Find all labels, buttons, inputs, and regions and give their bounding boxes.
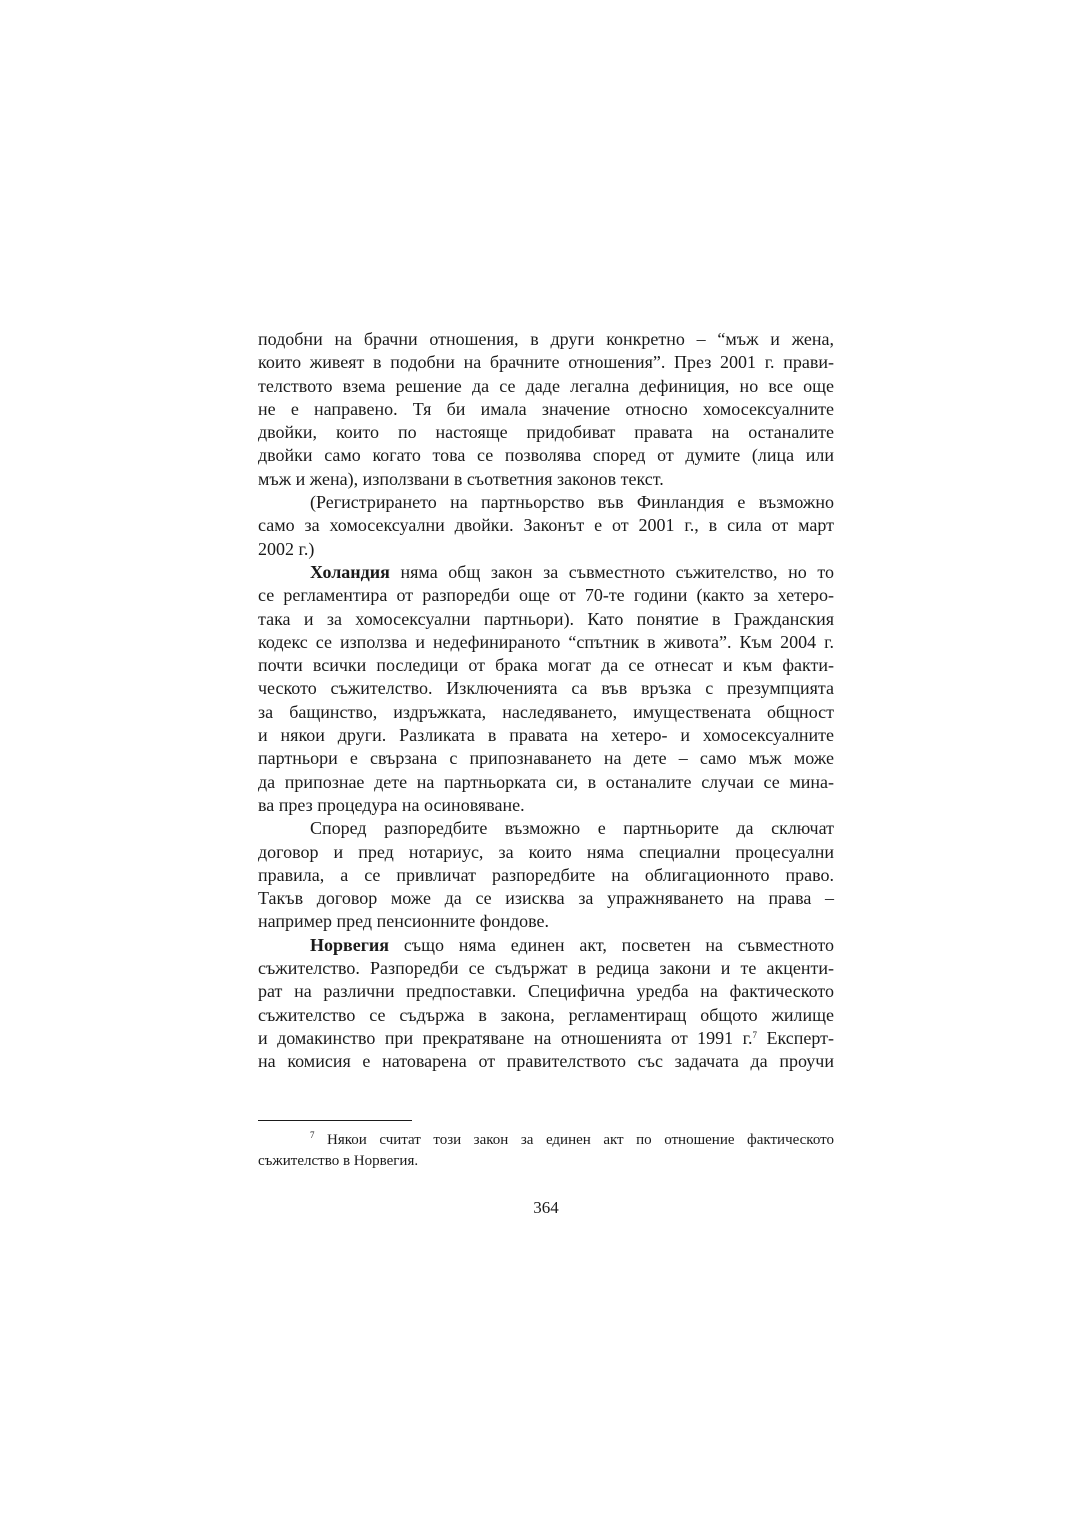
footnote-reference: 7 xyxy=(752,1029,757,1040)
text-line: Според разпоредбите възможно е партньорите да сключат xyxy=(310,818,834,839)
text-line: и някои други. Разликата в правата на хетеро- и хомосексуалните xyxy=(258,725,834,746)
text-line xyxy=(258,1027,834,1050)
text-line: правила, а се привличат разпоредбите на облигационното право. xyxy=(258,864,834,885)
text-line: да припознае дете на партньорката си, в останалите случаи се мина- xyxy=(258,771,834,792)
text-line: договор и пред нотариус, за които няма специални процесуални xyxy=(258,841,834,862)
footnote-separator xyxy=(258,1120,412,1121)
page-number: 364 xyxy=(533,1198,559,1217)
text-line: телството взема решение да се даде легална дефиниция, но все още xyxy=(258,375,834,396)
footnote-line xyxy=(258,1130,834,1151)
text-line: партньори е свързана с припознаването на дете – само мъж може xyxy=(258,748,834,769)
text-line: 2002 г.) xyxy=(258,538,315,559)
text-line: само за хомосексуални двойки. Законът е от 2001 г., в сила от март xyxy=(258,515,834,536)
text-line: съжителство. Разпоредби се съдържат в редица закони и те акценти- xyxy=(258,958,834,979)
text-fragment: няма общ закон за съвместното съжителство, но то xyxy=(389,561,834,582)
text-line: рат на различни предпоставки. Специфична уредба на фактическото xyxy=(258,981,834,1002)
text-line: почти всички последици от брака могат да се отнесат и към факти- xyxy=(258,655,834,676)
footnote-marker: 7 xyxy=(310,1130,315,1140)
text-line: съжителство се съдържа в закона, регламентиращ общото жилище xyxy=(258,1004,834,1025)
text-line: например пред пенсионните фондове. xyxy=(258,911,550,932)
text-line: не е направено. Тя би имала значение относно хомосексуалните xyxy=(258,398,834,419)
text-fragment: и домакинство при прекратяване на отношенията от 1991 г. xyxy=(258,1027,753,1048)
text-line: така и за хомосексуални партньори). Като понятие в Гражданския xyxy=(258,608,834,629)
text-line xyxy=(258,561,834,584)
text-line: кодекс се използва и недефинираното “спътник в живота”. Към 2004 г. xyxy=(258,631,834,652)
footnote xyxy=(258,1130,834,1172)
body-text xyxy=(258,328,834,1074)
text-line: Такъв договор може да се изисква за упражняването на права – xyxy=(258,888,834,909)
text-line: двойки само когато това се позволява според от думите (лица или xyxy=(258,445,834,466)
text-line: мъж и жена), използвани в съответния законов текст. xyxy=(258,468,664,489)
footnote-line: съжителство в Норвегия. xyxy=(258,1153,419,1169)
text-line: се регламентира от разпоредби още от 70-те години (както за хетеро- xyxy=(258,585,834,606)
footnote-text: Някои считат този закон за единен акт по отношение фактическото xyxy=(314,1132,834,1148)
country-heading-norway: Норвегия xyxy=(310,934,390,955)
text-fragment: също няма единен акт, посветен на съвместното xyxy=(389,934,834,955)
text-line: (Регистрирането на партньорство във Финландия е възможно xyxy=(310,492,834,513)
text-fragment: Експерт- xyxy=(756,1027,834,1048)
text-line: подобни на брачни отношения, в други конкретно – “мъж и жена, xyxy=(258,329,834,349)
text-line xyxy=(258,934,834,957)
text-line: за бащинство, издръжката, наследяването, имуществената общност xyxy=(258,701,834,722)
text-line: които живеят в подобни на брачните отношения”. През 2001 г. прави- xyxy=(258,352,834,373)
text-line: ческото съжителство. Изключенията са във връзка с презумпцията xyxy=(258,678,834,699)
text-line: двойки, които по настояще придобиват правата на останалите xyxy=(258,422,834,443)
country-heading-netherlands: Холандия xyxy=(310,561,390,582)
text-line: ва през процедура на осиновяване. xyxy=(258,794,525,815)
text-line: на комисия е натоварена от правителството със задачата да проучи xyxy=(258,1051,834,1072)
